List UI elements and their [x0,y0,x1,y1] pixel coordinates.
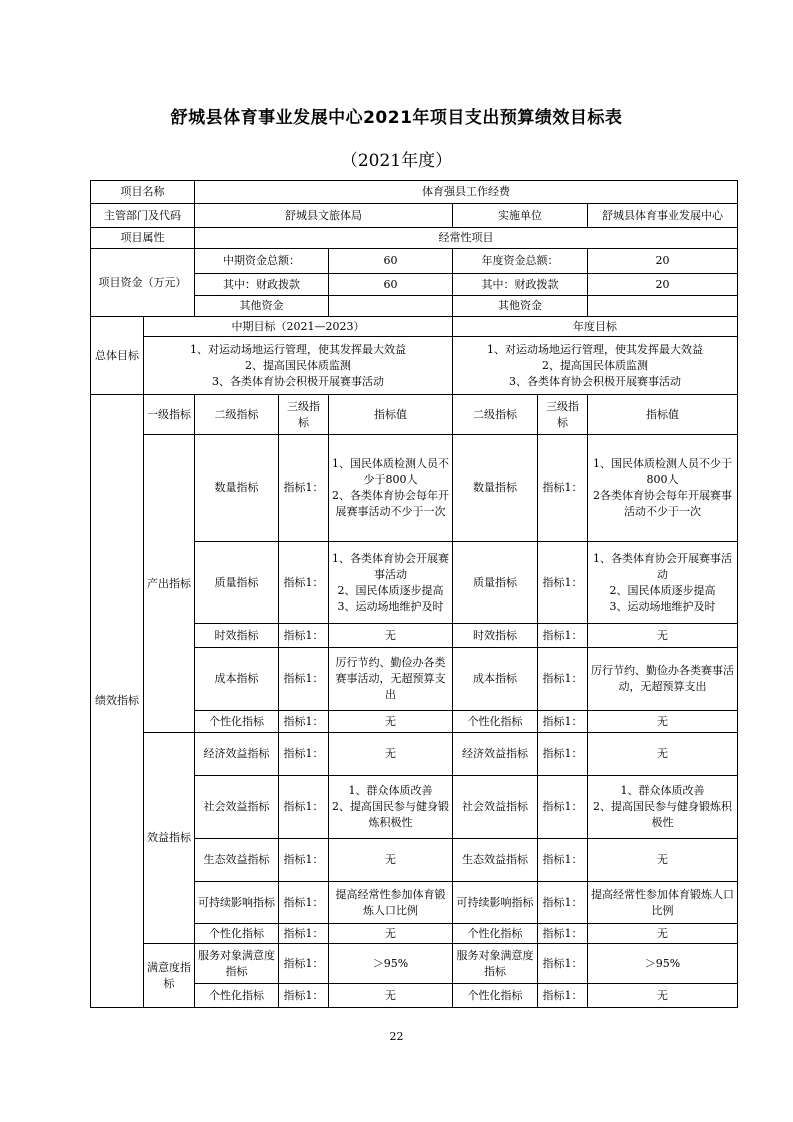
l3-cell-year: 指标1： [538,435,588,542]
l2-cell: 可持续影响指标 [195,882,279,924]
value-cell-year: 无 [588,984,738,1008]
perf-label: 绩效指标 [91,395,144,1008]
mid-other-value [329,296,453,317]
l3-cell-year: 指标1： [538,839,588,882]
l3-cell-year: 指标1： [538,776,588,839]
year-goal-header: 年度目标 [453,317,738,337]
mid-goal-item: 3、各类体育协会积极开展赛事活动 [212,374,384,388]
l3-cell-year: 指标1： [538,624,588,648]
header-value: 指标值 [329,395,453,435]
year-other-label: 其他资金 [453,296,588,317]
value-cell: 无 [329,924,453,944]
value-cell-year: 厉行节约、勤俭办各类赛事活动，无超预算支出 [588,648,738,711]
value-cell: 1、群众体质改善 2、提高国民参与健身锻炼积极性 [329,776,453,839]
year-total-value: 20 [588,249,738,274]
l3-cell: 指标1： [279,944,329,984]
value-cell: ＞95% [329,944,453,984]
l3-cell-year: 指标1： [538,924,588,944]
l3-cell-year: 指标1： [538,984,588,1008]
value-cell-year: 无 [588,924,738,944]
l3-cell-year: 指标1： [538,711,588,733]
value-cell-year: 无 [588,624,738,648]
l3-cell: 指标1： [279,984,329,1008]
year-goal-item: 1、对运动场地运行管理，使其发挥最大效益 [487,342,704,356]
group-satisfaction: 满意度指标 [144,944,195,1008]
value-cell: 1、国民体质检测人员不少于800人 2、各类体育协会每年开展赛事活动不少于一次 [329,435,453,542]
l3-cell: 指标1： [279,542,329,624]
l3-cell-year: 指标1： [538,944,588,984]
group-output: 产出指标 [144,435,195,733]
dept-value: 舒城县文旅体局 [195,204,453,228]
impl-value: 舒城县体育事业发展中心 [588,204,738,228]
year-other-value [588,296,738,317]
goals-label: 总体目标 [91,317,144,395]
dept-label: 主管部门及代码 [91,204,195,228]
l2-cell-year: 个性化指标 [453,924,538,944]
l3-cell: 指标1： [279,648,329,711]
value-cell-year: 提高经常性参加体育锻炼人口比例 [588,882,738,924]
l3-cell: 指标1： [279,839,329,882]
value-cell: 无 [329,733,453,776]
impl-label: 实施单位 [453,204,588,228]
l3-cell: 指标1： [279,624,329,648]
l3-cell-year: 指标1： [538,648,588,711]
l2-cell-year: 时效指标 [453,624,538,648]
funds-label: 项目资金（万元） [91,249,195,317]
l2-cell: 生态效益指标 [195,839,279,882]
mid-goal-item: 1、对运动场地运行管理，使其发挥最大效益 [190,342,406,356]
l3-cell: 指标1： [279,733,329,776]
l2-cell-year: 成本指标 [453,648,538,711]
l2-cell: 时效指标 [195,624,279,648]
page-subtitle: （2021年度） [340,151,453,171]
value-cell-year: 无 [588,733,738,776]
l2-cell-year: 数量指标 [453,435,538,542]
l2-cell: 个性化指标 [195,924,279,944]
l2-cell: 个性化指标 [195,984,279,1008]
group-benefit: 效益指标 [144,733,195,944]
mid-goal-header: 中期目标（2021—2023） [144,317,453,337]
project-name: 体育强县工作经费 [195,181,738,204]
value-cell: 厉行节约、勤俭办各类赛事活动，无超预算支出 [329,648,453,711]
mid-other-label: 其他资金 [195,296,329,317]
header-level2-year: 二级指标 [453,395,538,435]
page-title: 舒城县体育事业发展中心2021年项目支出预算绩效目标表 [170,108,623,128]
budget-target-table [90,180,738,1008]
l2-cell: 个性化指标 [195,711,279,733]
l2-cell-year: 生态效益指标 [453,839,538,882]
value-cell: 无 [329,984,453,1008]
l3-cell: 指标1： [279,711,329,733]
mid-goal-list [144,337,453,395]
mid-total-label: 中期资金总额： [195,249,329,274]
l3-cell: 指标1： [279,924,329,944]
l2-cell: 质量指标 [195,542,279,624]
header-level1: 一级指标 [144,395,195,435]
mid-fiscal-label: 其中：财政拨款 [195,274,329,296]
l2-cell: 数量指标 [195,435,279,542]
year-goal-list [453,337,738,395]
value-cell: 1、各类体育协会开展赛事活动 2、国民体质逐步提高 3、运动场地维护及时 [329,542,453,624]
l2-cell: 服务对象满意度指标 [195,944,279,984]
l3-cell: 指标1： [279,882,329,924]
value-cell: 提高经常性参加体育锻炼人口比例 [329,882,453,924]
l2-cell-year: 个性化指标 [453,711,538,733]
year-total-label: 年度资金总额： [453,249,588,274]
l3-cell-year: 指标1： [538,542,588,624]
attr-label: 项目属性 [91,228,195,249]
value-cell-year: 1、各类体育协会开展赛事活动 2、国民体质逐步提高 3、运动场地维护及时 [588,542,738,624]
mid-total-value: 60 [329,249,453,274]
l2-cell: 成本指标 [195,648,279,711]
mid-goal-item: 2、提高国民体质监测 [245,358,351,372]
l2-cell: 社会效益指标 [195,776,279,839]
value-cell-year: 无 [588,711,738,733]
page-number: 22 [389,1030,404,1043]
value-cell-year: ＞95% [588,944,738,984]
l3-cell: 指标1： [279,776,329,839]
l2-cell-year: 质量指标 [453,542,538,624]
header-level3: 三级指标 [279,395,329,435]
value-cell: 无 [329,624,453,648]
attr-value: 经常性项目 [195,228,738,249]
value-cell: 无 [329,839,453,882]
value-cell-year: 1、群众体质改善 2、提高国民参与健身锻炼积极性 [588,776,738,839]
value-cell-year: 无 [588,839,738,882]
l2-cell-year: 可持续影响指标 [453,882,538,924]
l2-cell-year: 服务对象满意度指标 [453,944,538,984]
year-goal-item: 3、各类体育协会积极开展赛事活动 [509,374,682,388]
year-fiscal-value: 20 [588,274,738,296]
l3-cell-year: 指标1： [538,882,588,924]
l2-cell-year: 经济效益指标 [453,733,538,776]
header-value-year: 指标值 [588,395,738,435]
l3-cell-year: 指标1： [538,733,588,776]
l2-cell-year: 个性化指标 [453,984,538,1008]
header-level2: 二级指标 [195,395,279,435]
year-goal-item: 2、提高国民体质监测 [542,358,649,372]
project-name-label: 项目名称 [91,181,195,204]
year-fiscal-label: 其中：财政拨款 [453,274,588,296]
value-cell: 无 [329,711,453,733]
header-level3-year: 三级指标 [538,395,588,435]
l2-cell: 经济效益指标 [195,733,279,776]
mid-fiscal-value: 60 [329,274,453,296]
value-cell-year: 1、国民体质检测人员不少于800人 2各类体育协会每年开展赛事活动不少于一次 [588,435,738,542]
l2-cell-year: 社会效益指标 [453,776,538,839]
l3-cell: 指标1： [279,435,329,542]
